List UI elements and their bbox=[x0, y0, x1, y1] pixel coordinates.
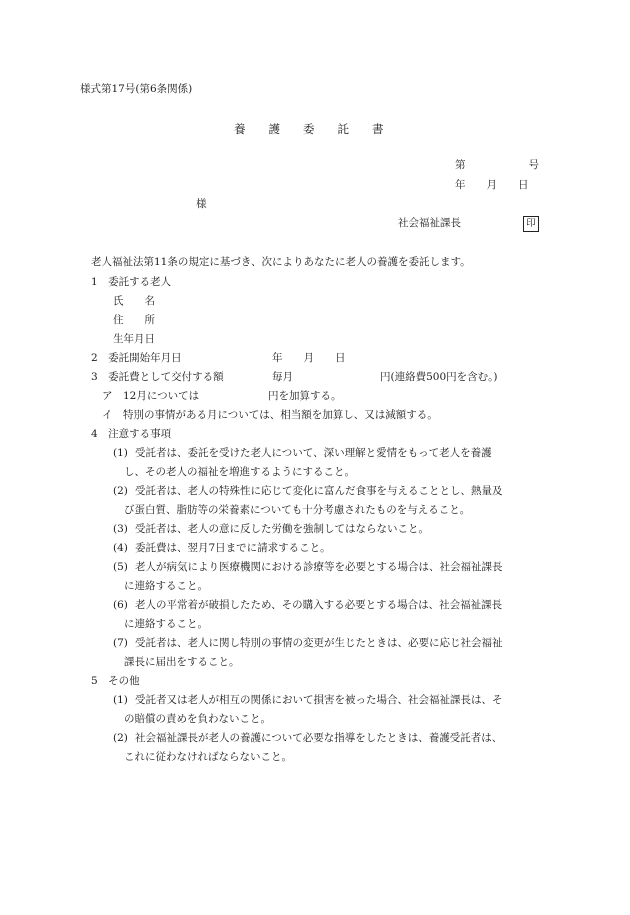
list-item-number: (4) bbox=[113, 542, 128, 554]
list-item-text: 受託者は、老人の意に反した労働を強制してはならないこと。 bbox=[135, 523, 429, 535]
section-3-item-a-text: 円を加算する。 bbox=[268, 390, 342, 402]
list-item-text: 受託者又は老人が相互の関係において損害を被った場合、社会福祉課長は、そ bbox=[135, 694, 503, 706]
list-item-text-continued: の賠償の責めを負わないこと。 bbox=[124, 713, 271, 725]
list-item-text: 委託費は、翌月7日までに請求すること。 bbox=[135, 542, 331, 554]
addressee-honorific: 様 bbox=[196, 198, 207, 210]
list-item-number: (1) bbox=[113, 694, 128, 706]
list-item-number: (2) bbox=[113, 732, 128, 744]
intro-text: 老人福祉法第11条の規定に基づき、次によりあなたに老人の養護を委託します。 bbox=[91, 256, 471, 268]
official-seal: 印 bbox=[523, 216, 539, 232]
list-item-number: (2) bbox=[113, 485, 128, 497]
list-item-text-continued: し、その老人の福祉を増進するようにすること。 bbox=[124, 466, 355, 478]
section-2-label: 2 委託開始年月日 bbox=[91, 352, 182, 364]
section-3-item-i: イ 特別の事情がある月については、相当額を加算し、又は減額する。 bbox=[102, 409, 438, 421]
list-item-number: (7) bbox=[113, 637, 128, 649]
section-2-date: 年 月 日 bbox=[272, 352, 346, 364]
list-item-text: 受託者は、老人に関し特別の事情の変更が生じたときは、必要に応じ社会福祉 bbox=[135, 637, 503, 649]
list-item-text: 社会福祉課長が老人の養護について必要な指導をしたときは、養護受託者は、 bbox=[135, 732, 503, 744]
section-3-label: 3 委託費として交付する額 bbox=[91, 371, 224, 383]
field-address-label: 住 所 bbox=[113, 314, 155, 326]
issuer-title: 社会福祉課長 bbox=[398, 217, 461, 229]
document-number: 第 号 bbox=[455, 159, 539, 171]
document-title: 養 護 委 託 書 bbox=[234, 122, 384, 136]
section-1-heading: 1 委託する老人 bbox=[91, 276, 172, 288]
list-item-text: 受託者は、老人の特殊性に応じて変化に富んだ食事を与えることとし、熱量及 bbox=[135, 485, 503, 497]
list-item-number: (3) bbox=[113, 523, 128, 535]
list-item-number: (1) bbox=[113, 447, 128, 459]
list-item-number: (5) bbox=[113, 561, 128, 573]
list-item-text-continued: 課長に届出をすること。 bbox=[124, 656, 240, 668]
list-item-text-continued: に連絡すること。 bbox=[124, 618, 208, 630]
field-birthdate-label: 生年月日 bbox=[113, 333, 155, 345]
list-item-text-continued: に連絡すること。 bbox=[124, 580, 208, 592]
section-3-item-a-label: ア 12月については bbox=[102, 390, 200, 402]
list-item-text: 受託者は、委託を受けた老人について、深い理解と愛情をもって老人を養護 bbox=[135, 447, 492, 459]
issue-date: 年 月 日 bbox=[455, 179, 529, 191]
form-number: 様式第17号(第6条関係) bbox=[80, 83, 193, 95]
list-item-text: 老人が病気により医療機関における診療等を必要とする場合は、社会福祉課長 bbox=[135, 561, 503, 573]
list-item-text: 老人の平常着が破損したため、その購入する必要とする場合は、社会福祉課長 bbox=[135, 599, 503, 611]
section-3-monthly: 毎月 bbox=[272, 371, 293, 383]
section-5-heading: 5 その他 bbox=[91, 675, 140, 687]
section-3-yen: 円(連絡費500円を含む。) bbox=[380, 371, 498, 383]
field-name-label: 氏 名 bbox=[113, 295, 155, 307]
list-item-text-continued: これに従わなければならないこと。 bbox=[124, 751, 292, 763]
section-4-heading: 4 注意する事項 bbox=[91, 428, 172, 440]
list-item-number: (6) bbox=[113, 599, 128, 611]
list-item-text-continued: び蛋白質、脂肪等の栄養素についても十分考慮されたものを与えること。 bbox=[124, 504, 471, 516]
